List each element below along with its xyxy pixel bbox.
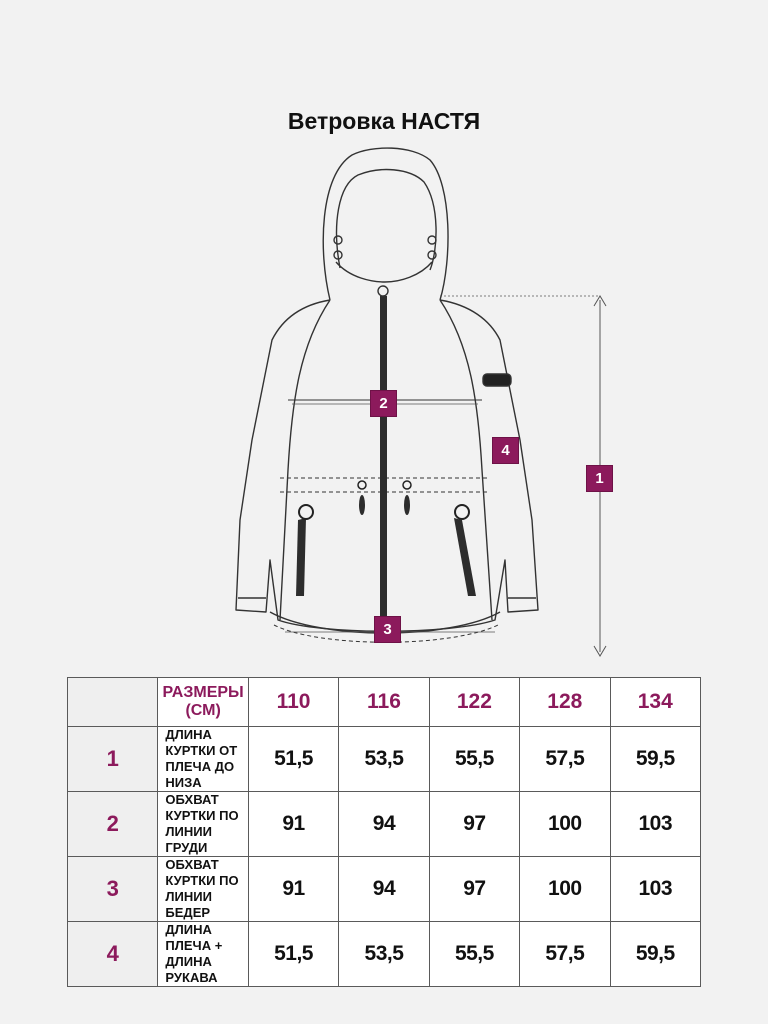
- row-index: 4: [68, 922, 158, 987]
- table-cell: 103: [610, 857, 700, 922]
- size-table: [67, 677, 701, 987]
- hood-inner: [337, 170, 436, 270]
- marker-3: 3: [374, 616, 401, 643]
- table-cell: 55,5: [429, 727, 519, 792]
- page-title: Ветровка НАСТЯ: [287, 108, 481, 134]
- table-cell: 51,5: [248, 922, 338, 987]
- table-row: [68, 727, 701, 792]
- table-row: [68, 792, 701, 857]
- hood-outline: [323, 148, 448, 300]
- table-cell: 100: [520, 792, 610, 857]
- table-cell: 59,5: [610, 727, 700, 792]
- row-label: ДЛИНА КУРТКИ ОТ ПЛЕЧА ДО НИЗА: [158, 727, 248, 792]
- table-cell: 91: [248, 857, 338, 922]
- row-index: 3: [68, 857, 158, 922]
- table-cell: 94: [339, 857, 429, 922]
- table-cell: 97: [429, 792, 519, 857]
- table-cell: 57,5: [520, 727, 610, 792]
- size-header: 116: [339, 678, 429, 727]
- table-cell: 53,5: [339, 922, 429, 987]
- marker-2: 2: [370, 390, 397, 417]
- table-cell: 100: [520, 857, 610, 922]
- row-index: 1: [68, 727, 158, 792]
- table-cell: 55,5: [429, 922, 519, 987]
- row-index: 2: [68, 792, 158, 857]
- marker-1: 1: [586, 465, 613, 492]
- size-header: 122: [429, 678, 519, 727]
- table-cell: 59,5: [610, 922, 700, 987]
- size-header: 110: [248, 678, 338, 727]
- table-cell: 51,5: [248, 727, 338, 792]
- sizes-header: РАЗМЕРЫ (СМ): [158, 678, 248, 727]
- row-label: ДЛИНА ПЛЕЧА + ДЛИНА РУКАВА: [158, 922, 248, 987]
- table-cell: 97: [429, 857, 519, 922]
- table-cell: 94: [339, 792, 429, 857]
- marker-4: 4: [492, 437, 519, 464]
- table-cell: 91: [248, 792, 338, 857]
- zipper: [380, 296, 387, 626]
- table-cell: 57,5: [520, 922, 610, 987]
- table-row: [68, 922, 701, 987]
- table-cell: 103: [610, 792, 700, 857]
- size-header: 128: [520, 678, 610, 727]
- row-label: ОБХВАТ КУРТКИ ПО ЛИНИИ ГРУДИ: [158, 792, 248, 857]
- row-label: ОБХВАТ КУРТКИ ПО ЛИНИИ БЕДЕР: [158, 857, 248, 922]
- table-row: [68, 857, 701, 922]
- size-header: 134: [610, 678, 700, 727]
- table-header-row: [68, 678, 701, 727]
- table-cell: 53,5: [339, 727, 429, 792]
- table-corner: [68, 678, 158, 727]
